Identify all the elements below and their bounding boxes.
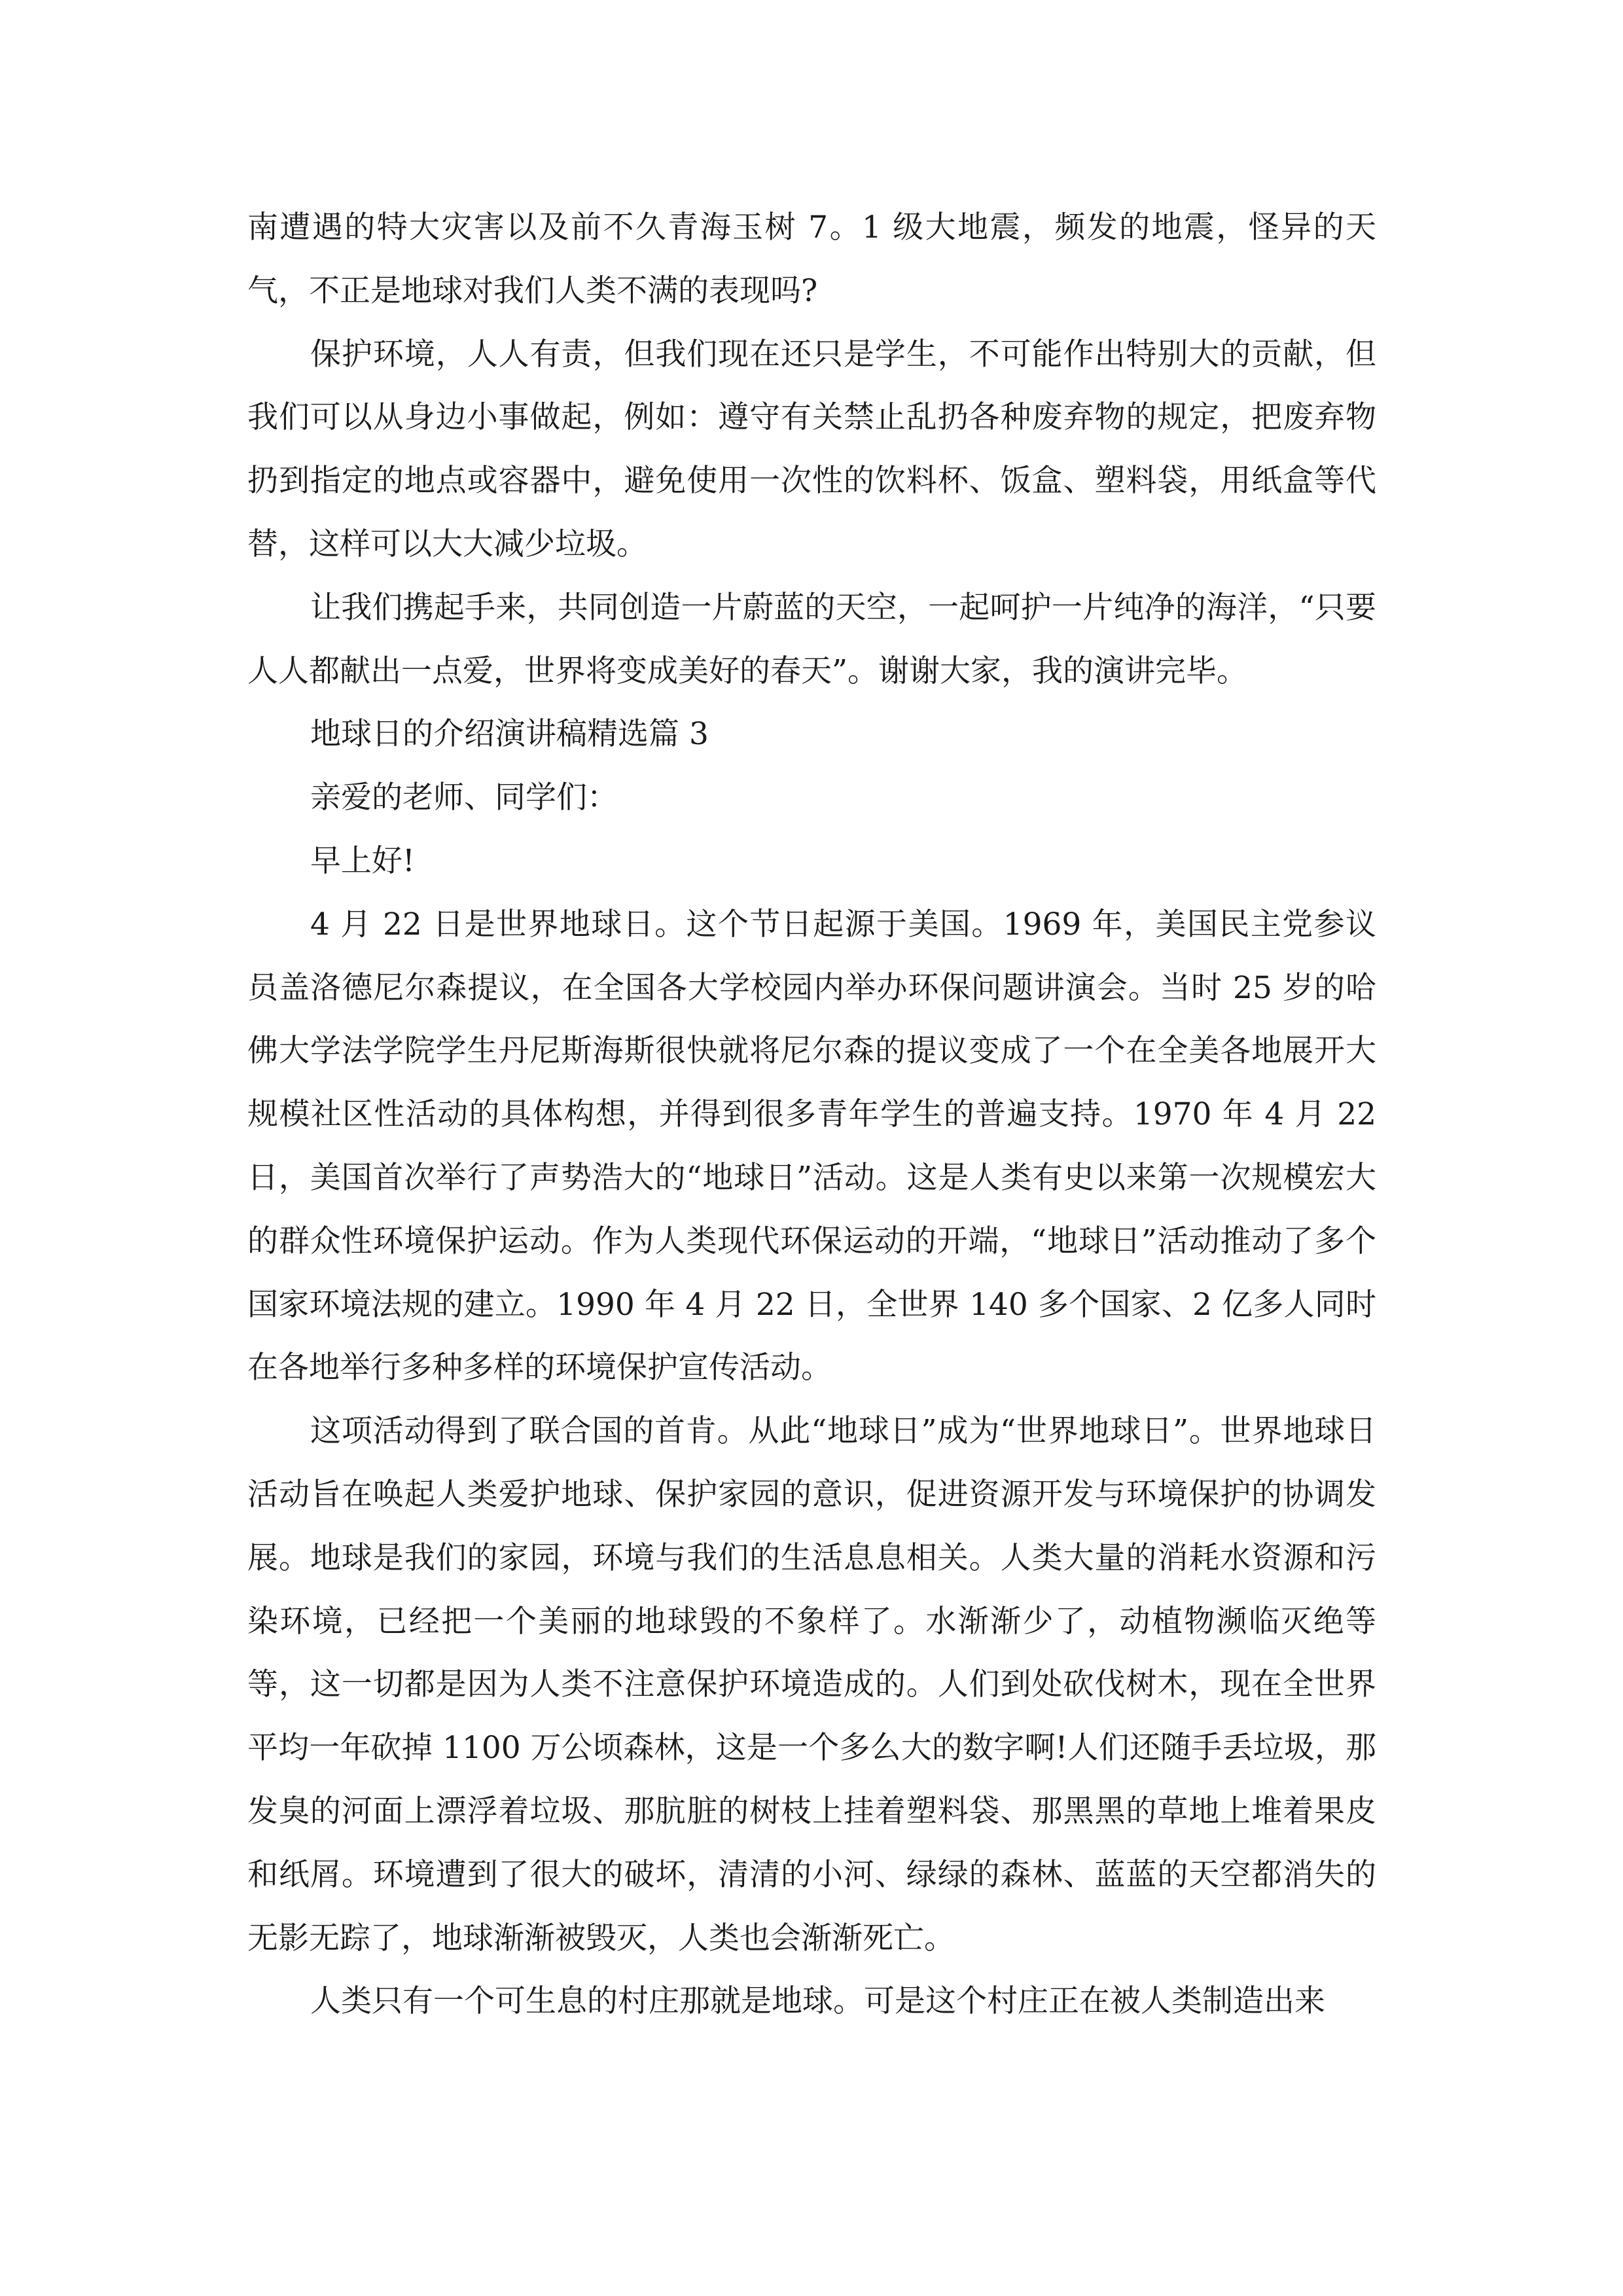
- section-heading: 地球日的介绍演讲稿精选篇 3: [310, 716, 709, 753]
- paragraph-village-earth: 人类只有一个可生息的村庄那就是地球。可是这个村庄正在被人类制造出来: [310, 1983, 1325, 2020]
- paragraph-un-recognition: 这项活动得到了联合国的首肯。从此“地球日”成为“世界地球日”。世界地球日活动旨在唤起人类爱护地球、保护家园的意识，促进资源开发与环境保护的协调发展。地球是我们的家园，环境与我们的生活息息相关。人类大量的消耗水资源和污染环境，已经把一个美丽的地球毁的不象样了。水渐渐少了，动植物濒临灭绝等等，这一切都是因为人类不注意保护环境造成的。人们到处砍伐树木，现在全世界平均一年砍掉 1100 万公顷森林，这是一个多么大的数字啊!人们还随手丢垃圾，那发臭的河面上漂浮着垃圾、那肮脏的树枝上挂着塑料袋、那黑黑的草地上堆着果皮和纸屑。环境遭到了很大的破坏，清清的小河、绿绿的森林、蓝蓝的天空都消失的无影无踪了，地球渐渐被毁灭，人类也会渐渐死亡。: [247, 1413, 1376, 1956]
- paragraph-continuation: 南遭遇的特大灾害以及前不久青海玉树 7。1 级大地震，频发的地震，怪异的天气，不正是地球对我们人类不满的表现吗?: [247, 209, 1376, 309]
- salutation: 亲爱的老师、同学们：: [310, 780, 618, 816]
- document-body: [247, 196, 1376, 2034]
- greeting: 早上好!: [310, 842, 415, 879]
- paragraph-closing-appeal: 让我们携起手来，共同创造一片蔚蓝的天空，一起呵护一片纯净的海洋，“只要人人都献出一点爱，世界将变成美好的春天”。谢谢大家，我的演讲完毕。: [247, 589, 1376, 689]
- paragraph-protect-environment: 保护环境，人人有责，但我们现在还只是学生，不可能作出特别大的贡献，但我们可以从身边小事做起，例如：遵守有关禁止乱扔各种废弃物的规定，把废弃物扔到指定的地点或容器中，避免使用一次性的饮料杯、饭盒、塑料袋，用纸盒等代替，这样可以大大减少垃圾。: [247, 336, 1376, 562]
- paragraph-earth-day-origin: 4 月 22 日是世界地球日。这个节日起源于美国。1969 年，美国民主党参议员盖洛德尼尔森提议，在全国各大学校园内举办环保问题讲演会。当时 25 岁的哈佛大学法学院学生丹尼斯海斯很快就将尼尔森的提议变成了一个在全美各地展开大规模社区性活动的具体构想，并得到很多青年学生的普遍支持。1970 年 4 月 22 日，美国首次举行了声势浩大的“地球日”活动。这是人类有史以来第一次规模宏大的群众性环境保护运动。作为人类现代环保运动的开端，“地球日”活动推动了多个国家环境法规的建立。1990 年 4 月 22 日，全世界 140 多个国家、2 亿多人同时在各地举行多种多样的环境保护宣传活动。: [247, 906, 1376, 1386]
